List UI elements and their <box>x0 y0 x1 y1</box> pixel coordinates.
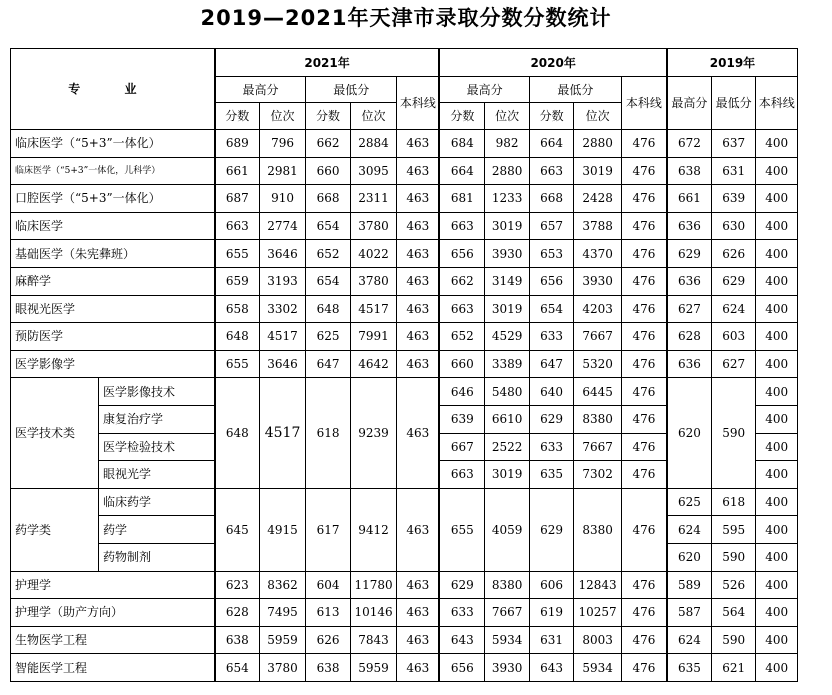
2019-max-score: 636 <box>667 267 712 295</box>
2020-max-score: 646 <box>439 378 485 406</box>
2021-min-score: 625 <box>306 323 351 351</box>
2021-min-rank: 10146 <box>350 599 397 627</box>
2020-max-score: 633 <box>439 599 485 627</box>
2019-max-score: 625 <box>667 488 712 516</box>
header-2021-max-rank: 位次 <box>259 103 306 130</box>
2019-max-score: 638 <box>667 157 712 185</box>
2019-min-score: 590 <box>711 543 756 571</box>
2021-batch-line: 463 <box>397 212 440 240</box>
major-name: 临床医学（“5+3”一体化） <box>11 130 215 158</box>
2021-min-rank: 7991 <box>350 323 397 351</box>
table-row <box>11 323 798 351</box>
2021-min-score: 604 <box>306 571 351 599</box>
2020-batch-line: 476 <box>621 654 667 682</box>
2020-max-rank: 8380 <box>485 571 530 599</box>
sub-major-name: 临床药学 <box>98 488 214 516</box>
2019-max-score: 624 <box>667 516 712 544</box>
2020-min-score: 668 <box>529 185 574 213</box>
2020-min-rank: 7667 <box>574 323 622 351</box>
2020-max-rank: 6610 <box>485 405 530 433</box>
2020-min-score: 629 <box>529 488 574 571</box>
2021-max-rank: 5959 <box>259 626 306 654</box>
major-name: 基础医学（朱宪彝班） <box>11 240 215 268</box>
2021-max-score: 645 <box>215 488 260 571</box>
2020-max-rank: 4059 <box>485 488 530 571</box>
2019-max-score: 628 <box>667 323 712 351</box>
2019-max-score: 661 <box>667 185 712 213</box>
2019-batch-line: 400 <box>756 350 798 378</box>
2020-min-rank: 7302 <box>574 461 622 489</box>
2021-batch-line: 463 <box>397 488 440 571</box>
2021-min-rank: 4517 <box>350 295 397 323</box>
2019-max-score: 636 <box>667 350 712 378</box>
2021-batch-line: 463 <box>397 267 440 295</box>
major-name: 临床医学 <box>11 212 215 240</box>
table-row <box>11 267 798 295</box>
2020-batch-line: 476 <box>621 185 667 213</box>
2021-min-rank: 4022 <box>350 240 397 268</box>
2021-batch-line: 463 <box>397 654 440 682</box>
2020-max-score: 656 <box>439 240 485 268</box>
2019-batch-line: 400 <box>756 626 798 654</box>
2020-max-score: 643 <box>439 626 485 654</box>
2021-min-rank: 3780 <box>350 267 397 295</box>
2020-batch-line: 476 <box>621 267 667 295</box>
2021-min-score: 654 <box>306 212 351 240</box>
2019-min-score: 590 <box>711 626 756 654</box>
2020-min-score: 663 <box>529 157 574 185</box>
2021-batch-line: 463 <box>397 323 440 351</box>
header-year-2019: 2019年 <box>667 49 798 77</box>
2021-min-score: 647 <box>306 350 351 378</box>
2019-max-score: 627 <box>667 295 712 323</box>
2021-min-rank: 2311 <box>350 185 397 213</box>
2021-max-rank: 910 <box>259 185 306 213</box>
2020-max-score: 629 <box>439 571 485 599</box>
2021-min-rank: 9239 <box>350 378 397 488</box>
2020-max-rank: 3930 <box>485 654 530 682</box>
major-name: 护理学 <box>11 571 215 599</box>
table-row <box>11 212 798 240</box>
group-name: 医学技术类 <box>11 378 99 488</box>
2019-min-score: 590 <box>711 378 756 488</box>
2020-min-score: 619 <box>529 599 574 627</box>
2020-max-score: 667 <box>439 433 485 461</box>
header-2020-min: 最低分 <box>529 77 621 103</box>
2020-batch-line: 476 <box>621 488 667 571</box>
2021-max-rank: 3302 <box>259 295 306 323</box>
2021-min-score: 617 <box>306 488 351 571</box>
2019-min-score: 621 <box>711 654 756 682</box>
2019-batch-line: 400 <box>756 461 798 489</box>
header-2020-max-score: 分数 <box>439 103 485 130</box>
2020-max-rank: 3389 <box>485 350 530 378</box>
2021-max-score: 663 <box>215 212 260 240</box>
2021-max-score: 689 <box>215 130 260 158</box>
table-row <box>11 350 798 378</box>
table-row <box>11 240 798 268</box>
header-2021-min-rank: 位次 <box>350 103 397 130</box>
2019-batch-line: 400 <box>756 543 798 571</box>
2020-max-score: 662 <box>439 267 485 295</box>
2020-max-rank: 5934 <box>485 626 530 654</box>
2021-max-score: 623 <box>215 571 260 599</box>
2020-min-score: 654 <box>529 295 574 323</box>
2021-max-score: 655 <box>215 350 260 378</box>
2020-max-score: 664 <box>439 157 485 185</box>
header-2021-line: 本科线 <box>397 77 440 130</box>
2021-min-score: 648 <box>306 295 351 323</box>
table-row <box>11 157 798 185</box>
2019-batch-line: 400 <box>756 599 798 627</box>
sub-major-name: 医学检验技术 <box>98 433 214 461</box>
2019-batch-line: 400 <box>756 516 798 544</box>
2020-min-score: 657 <box>529 212 574 240</box>
2020-max-rank: 1233 <box>485 185 530 213</box>
2020-min-score: 629 <box>529 405 574 433</box>
2020-batch-line: 476 <box>621 295 667 323</box>
2019-batch-line: 400 <box>756 488 798 516</box>
2021-batch-line: 463 <box>397 626 440 654</box>
2020-min-rank: 8380 <box>574 488 622 571</box>
2021-batch-line: 463 <box>397 130 440 158</box>
header-year-2021: 2021年 <box>215 49 440 77</box>
2020-max-score: 656 <box>439 654 485 682</box>
2020-max-score: 663 <box>439 212 485 240</box>
2020-batch-line: 476 <box>621 433 667 461</box>
2020-min-score: 647 <box>529 350 574 378</box>
major-name: 医学影像学 <box>11 350 215 378</box>
sub-major-name: 眼视光学 <box>98 461 214 489</box>
2021-min-score: 618 <box>306 378 351 488</box>
2019-batch-line: 400 <box>756 130 798 158</box>
2021-min-rank: 7843 <box>350 626 397 654</box>
2019-max-score: 629 <box>667 240 712 268</box>
2020-min-rank: 8380 <box>574 405 622 433</box>
group-name: 药学类 <box>11 488 99 571</box>
2020-min-rank: 3788 <box>574 212 622 240</box>
2020-max-score: 639 <box>439 405 485 433</box>
2020-max-rank: 5480 <box>485 378 530 406</box>
major-name: 生物医学工程 <box>11 626 215 654</box>
major-name: 护理学（助产方向） <box>11 599 215 627</box>
2021-min-score: 668 <box>306 185 351 213</box>
2021-batch-line: 463 <box>397 240 440 268</box>
2019-batch-line: 400 <box>756 267 798 295</box>
2019-batch-line: 400 <box>756 378 798 406</box>
2020-min-score: 633 <box>529 433 574 461</box>
2021-max-rank: 3780 <box>259 654 306 682</box>
2021-min-score: 626 <box>306 626 351 654</box>
2020-min-rank: 2428 <box>574 185 622 213</box>
2021-max-rank: 2981 <box>259 157 306 185</box>
2021-max-score: 648 <box>215 378 260 488</box>
2019-batch-line: 400 <box>756 654 798 682</box>
2020-max-score: 660 <box>439 350 485 378</box>
2020-min-score: 653 <box>529 240 574 268</box>
2019-batch-line: 400 <box>756 157 798 185</box>
admission-score-table <box>10 48 798 682</box>
2020-batch-line: 476 <box>621 599 667 627</box>
2020-max-rank: 2522 <box>485 433 530 461</box>
2019-batch-line: 400 <box>756 405 798 433</box>
2021-max-score: 661 <box>215 157 260 185</box>
2021-max-score: 648 <box>215 323 260 351</box>
2020-batch-line: 476 <box>621 350 667 378</box>
2019-min-score: 626 <box>711 240 756 268</box>
2020-min-score: 640 <box>529 378 574 406</box>
table-row <box>11 130 798 158</box>
2021-max-rank: 4517 <box>259 323 306 351</box>
2019-batch-line: 400 <box>756 433 798 461</box>
2020-min-score: 664 <box>529 130 574 158</box>
2020-min-rank: 8003 <box>574 626 622 654</box>
2019-max-score: 672 <box>667 130 712 158</box>
2020-max-score: 652 <box>439 323 485 351</box>
2020-max-score: 655 <box>439 488 485 571</box>
table-row <box>11 185 798 213</box>
2020-min-rank: 12843 <box>574 571 622 599</box>
sub-major-name: 医学影像技术 <box>98 378 214 406</box>
table-row <box>11 295 798 323</box>
2021-min-score: 654 <box>306 267 351 295</box>
header-2019-min: 最低分 <box>711 77 756 130</box>
2021-batch-line: 463 <box>397 185 440 213</box>
header-2020-min-rank: 位次 <box>574 103 622 130</box>
2020-max-rank: 7667 <box>485 599 530 627</box>
sub-major-name: 药学 <box>98 516 214 544</box>
2019-min-score: 595 <box>711 516 756 544</box>
2020-batch-line: 476 <box>621 378 667 406</box>
2019-min-score: 637 <box>711 130 756 158</box>
2019-min-score: 564 <box>711 599 756 627</box>
2019-batch-line: 400 <box>756 323 798 351</box>
2019-min-score: 639 <box>711 185 756 213</box>
2021-max-score: 654 <box>215 654 260 682</box>
2020-min-rank: 2880 <box>574 130 622 158</box>
2019-max-score: 636 <box>667 212 712 240</box>
2021-max-score: 658 <box>215 295 260 323</box>
2019-min-score: 624 <box>711 295 756 323</box>
header-2021-max: 最高分 <box>215 77 306 103</box>
2021-min-rank: 4642 <box>350 350 397 378</box>
2019-min-score: 630 <box>711 212 756 240</box>
2021-max-rank: 3646 <box>259 240 306 268</box>
2020-batch-line: 476 <box>621 130 667 158</box>
2019-max-score: 635 <box>667 654 712 682</box>
2019-min-score: 631 <box>711 157 756 185</box>
2021-batch-line: 463 <box>397 378 440 488</box>
2021-max-score: 659 <box>215 267 260 295</box>
2020-max-score: 663 <box>439 295 485 323</box>
2019-max-score: 624 <box>667 626 712 654</box>
2019-max-score: 587 <box>667 599 712 627</box>
2021-max-rank: 3646 <box>259 350 306 378</box>
2020-min-score: 635 <box>529 461 574 489</box>
sub-major-name: 康复治疗学 <box>98 405 214 433</box>
2020-min-score: 631 <box>529 626 574 654</box>
2020-max-rank: 2880 <box>485 157 530 185</box>
header-2019-max: 最高分 <box>667 77 712 130</box>
2020-batch-line: 476 <box>621 240 667 268</box>
2020-min-score: 643 <box>529 654 574 682</box>
header-row-years <box>11 49 798 77</box>
table-row <box>11 654 798 682</box>
2019-batch-line: 400 <box>756 571 798 599</box>
2021-max-rank: 8362 <box>259 571 306 599</box>
2021-min-score: 662 <box>306 130 351 158</box>
major-name: 预防医学 <box>11 323 215 351</box>
2021-max-rank: 2774 <box>259 212 306 240</box>
table-row <box>11 571 798 599</box>
2020-min-rank: 3019 <box>574 157 622 185</box>
2021-batch-line: 463 <box>397 571 440 599</box>
2021-max-rank: 4517 <box>259 378 306 488</box>
major-name: 临床医学（“5+3”一体化，儿科学） <box>11 157 215 185</box>
2020-batch-line: 476 <box>621 571 667 599</box>
2021-max-score: 638 <box>215 626 260 654</box>
2020-min-score: 656 <box>529 267 574 295</box>
2021-max-rank: 4915 <box>259 488 306 571</box>
2019-min-score: 526 <box>711 571 756 599</box>
2021-max-rank: 7495 <box>259 599 306 627</box>
2019-batch-line: 400 <box>756 185 798 213</box>
2020-min-rank: 4203 <box>574 295 622 323</box>
2020-max-rank: 3019 <box>485 295 530 323</box>
2019-batch-line: 400 <box>756 212 798 240</box>
2021-min-rank: 5959 <box>350 654 397 682</box>
header-major: 专 业 <box>11 49 215 130</box>
table-row <box>11 599 798 627</box>
2020-max-rank: 3019 <box>485 212 530 240</box>
table-row <box>11 378 798 406</box>
2020-min-score: 606 <box>529 571 574 599</box>
2021-min-rank: 3095 <box>350 157 397 185</box>
2021-max-score: 687 <box>215 185 260 213</box>
2020-max-rank: 3930 <box>485 240 530 268</box>
major-name: 麻醉学 <box>11 267 215 295</box>
2021-max-score: 628 <box>215 599 260 627</box>
2019-min-score: 627 <box>711 350 756 378</box>
header-2020-min-score: 分数 <box>529 103 574 130</box>
2020-batch-line: 476 <box>621 626 667 654</box>
2020-max-score: 684 <box>439 130 485 158</box>
header-2021-max-score: 分数 <box>215 103 260 130</box>
2019-batch-line: 400 <box>756 240 798 268</box>
2021-batch-line: 463 <box>397 599 440 627</box>
2020-max-rank: 4529 <box>485 323 530 351</box>
header-year-2020: 2020年 <box>439 49 667 77</box>
2021-batch-line: 463 <box>397 157 440 185</box>
2019-max-score: 620 <box>667 543 712 571</box>
2021-min-rank: 9412 <box>350 488 397 571</box>
header-2019-line: 本科线 <box>756 77 798 130</box>
2020-batch-line: 476 <box>621 405 667 433</box>
2020-min-rank: 5934 <box>574 654 622 682</box>
2021-min-rank: 2884 <box>350 130 397 158</box>
header-2020-max-rank: 位次 <box>485 103 530 130</box>
table-row <box>11 488 798 516</box>
2021-batch-line: 463 <box>397 350 440 378</box>
2020-max-rank: 982 <box>485 130 530 158</box>
major-name: 眼视光医学 <box>11 295 215 323</box>
header-2020-line: 本科线 <box>621 77 667 130</box>
2020-batch-line: 476 <box>621 157 667 185</box>
2021-batch-line: 463 <box>397 295 440 323</box>
2020-max-score: 663 <box>439 461 485 489</box>
2021-min-rank: 11780 <box>350 571 397 599</box>
2020-min-rank: 5320 <box>574 350 622 378</box>
table-row <box>11 626 798 654</box>
2021-max-score: 655 <box>215 240 260 268</box>
major-name: 口腔医学（“5+3”一体化） <box>11 185 215 213</box>
sub-major-name: 药物制剂 <box>98 543 214 571</box>
2019-max-score: 589 <box>667 571 712 599</box>
2021-min-score: 638 <box>306 654 351 682</box>
2020-max-rank: 3019 <box>485 461 530 489</box>
header-2021-min: 最低分 <box>306 77 397 103</box>
header-2021-min-score: 分数 <box>306 103 351 130</box>
2020-min-rank: 10257 <box>574 599 622 627</box>
major-name: 智能医学工程 <box>11 654 215 682</box>
header-2020-max: 最高分 <box>439 77 529 103</box>
2021-min-rank: 3780 <box>350 212 397 240</box>
2019-min-score: 618 <box>711 488 756 516</box>
page-title: 2019—2021年天津市录取分数分数统计 <box>200 6 612 30</box>
2020-max-rank: 3149 <box>485 267 530 295</box>
2019-batch-line: 400 <box>756 295 798 323</box>
2020-min-rank: 3930 <box>574 267 622 295</box>
2020-min-rank: 4370 <box>574 240 622 268</box>
2020-batch-line: 476 <box>621 323 667 351</box>
2019-min-score: 629 <box>711 267 756 295</box>
2020-min-score: 633 <box>529 323 574 351</box>
2020-min-rank: 7667 <box>574 433 622 461</box>
2021-max-rank: 3193 <box>259 267 306 295</box>
2021-max-rank: 796 <box>259 130 306 158</box>
2021-min-score: 660 <box>306 157 351 185</box>
2021-min-score: 613 <box>306 599 351 627</box>
2019-min-score: 603 <box>711 323 756 351</box>
2020-batch-line: 476 <box>621 212 667 240</box>
2020-batch-line: 476 <box>621 461 667 489</box>
2019-max-score: 620 <box>667 378 712 488</box>
2020-min-rank: 6445 <box>574 378 622 406</box>
2020-max-score: 681 <box>439 185 485 213</box>
2021-min-score: 652 <box>306 240 351 268</box>
